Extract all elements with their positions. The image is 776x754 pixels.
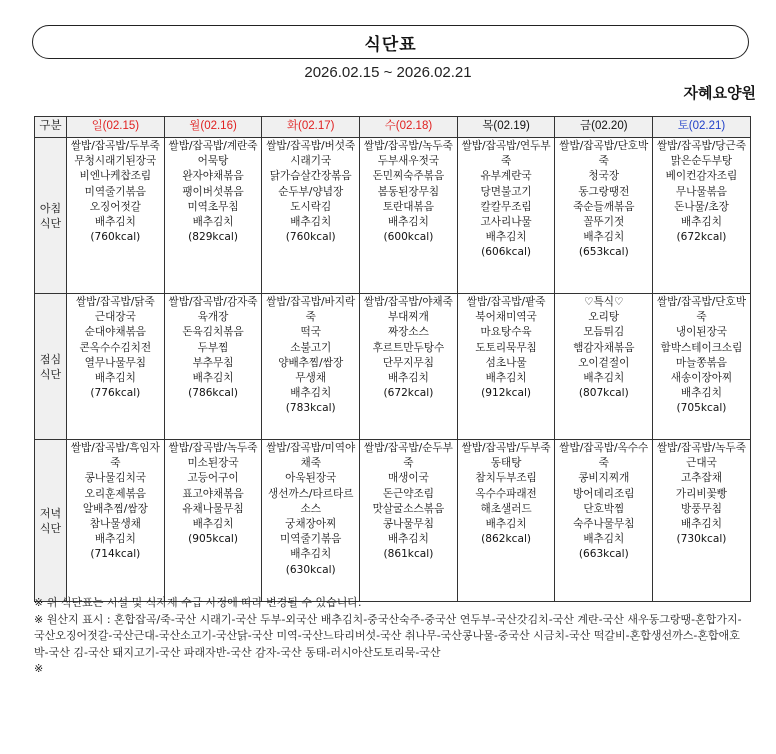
lunch-row bbox=[35, 294, 751, 440]
meal-label-lunch: 점심 식단 bbox=[35, 294, 67, 440]
meal-label-dinner: 저녁 식단 bbox=[35, 440, 67, 602]
menu-cell: 쌀밥/잡곡밥/녹두죽 두부새우젓국 돈민찌숙주볶음 봄동된장무침 토란대볶음 배추김치 (600kcal) bbox=[360, 138, 458, 294]
corner-header: 구분 bbox=[35, 117, 67, 138]
day-header-sat: 토(02.21) bbox=[653, 117, 751, 138]
menu-cell: 쌀밥/잡곡밥/흑임자죽 콩나물김치국 오리훈제볶음 알배추찜/쌈장 참나물생채 배추김치 (714kcal) bbox=[67, 440, 165, 602]
meal-table bbox=[34, 116, 751, 602]
menu-cell: 쌀밥/잡곡밥/단호박죽 청국장 동그랑땡전 죽순들깨볶음 꼴뚜기젓 배추김치 (653kcal) bbox=[555, 138, 653, 294]
menu-cell: 쌀밥/잡곡밥/감자죽 육개장 돈육김치볶음 두부찜 부추무침 배추김치 (786kcal) bbox=[164, 294, 262, 440]
page-title: 식단표 bbox=[364, 34, 417, 55]
menu-cell: 쌀밥/잡곡밥/팥죽 북어채미역국 마요탕수육 도토리묵무침 섬초나물 배추김치 (912kcal) bbox=[457, 294, 555, 440]
menu-cell: 쌀밥/잡곡밥/두부죽 동태탕 참치두부조림 옥수수파래전 해초샐러드 배추김치 (862kcal) bbox=[457, 440, 555, 602]
day-header-tue: 화(02.17) bbox=[262, 117, 360, 138]
menu-cell: 쌀밥/잡곡밥/녹두죽 미소된장국 고등어구이 표고야채볶음 유채나물무침 배추김치 (905kcal) bbox=[164, 440, 262, 602]
table-header-row bbox=[35, 117, 751, 138]
menu-cell: 쌀밥/잡곡밥/버섯죽 시래기국 닭가슴살간장볶음 순두부/양념장 도시락김 배추김치 (760kcal) bbox=[262, 138, 360, 294]
menu-cell: ♡특식♡ 오리탕 모듬튀김 햄감자채볶음 오이겉절이 배추김치 (807kcal) bbox=[555, 294, 653, 440]
dinner-row bbox=[35, 440, 751, 602]
menu-cell: 쌀밥/잡곡밥/녹두죽 근대국 고추잡채 가리비꽃빵 방풍무침 배추김치 (730kcal) bbox=[653, 440, 751, 602]
day-header-sun: 일(02.15) bbox=[67, 117, 165, 138]
menu-cell: 쌀밥/잡곡밥/두부죽 무청시래기된장국 비엔나케찹조림 미역줄기볶음 오징어젓갈 배추김치 (760kcal) bbox=[67, 138, 165, 294]
menu-cell: 쌀밥/잡곡밥/계란죽 어묵탕 완자야채볶음 팽이버섯볶음 미역초무침 배추김치 (829kcal) bbox=[164, 138, 262, 294]
facility-name: 자혜요양원 bbox=[683, 84, 756, 102]
note-mark: ※ bbox=[34, 662, 44, 675]
day-header-mon: 월(02.16) bbox=[164, 117, 262, 138]
day-header-thu: 목(02.19) bbox=[457, 117, 555, 138]
date-range: 2026.02.15 ~ 2026.02.21 bbox=[304, 64, 472, 81]
title-banner bbox=[32, 25, 749, 59]
menu-cell: 쌀밥/잡곡밥/단호박죽 냉이된장국 함박스테이크소림 마늘쫑볶음 새송이장아찌 배추김치 (705kcal) bbox=[653, 294, 751, 440]
menu-cell: 쌀밥/잡곡밥/바지락죽 떡국 소불고기 양배추찜/쌈장 무생채 배추김치 (783kcal) bbox=[262, 294, 360, 440]
meal-label-breakfast: 아침 식단 bbox=[35, 138, 67, 294]
notes-section bbox=[34, 595, 750, 678]
menu-cell: 쌀밥/잡곡밥/닭죽 근대장국 순대야채볶음 콘옥수수김치전 열무나물무침 배추김치 (776kcal) bbox=[67, 294, 165, 440]
day-header-wed: 수(02.18) bbox=[360, 117, 458, 138]
menu-cell: 쌀밥/잡곡밥/당근죽 맑은순두부탕 베이컨감자조림 무나물볶음 돈나물/초장 배추김치 (672kcal) bbox=[653, 138, 751, 294]
breakfast-row bbox=[35, 138, 751, 294]
menu-cell: 쌀밥/잡곡밥/연두부죽 유부계란국 당면불고기 칼칼무조림 고사리나물 배추김치 (606kcal) bbox=[457, 138, 555, 294]
menu-cell: 쌀밥/잡곡밥/미역야채죽 아욱된장국 생선까스/타르타르소스 궁채장아찌 미역줄기볶음 배추김치 (630kcal) bbox=[262, 440, 360, 602]
menu-cell: 쌀밥/잡곡밥/옥수수죽 콩비지찌개 방어데리조림 단호박찜 숙주나물무침 배추김치 (663kcal) bbox=[555, 440, 653, 602]
day-header-fri: 금(02.20) bbox=[555, 117, 653, 138]
origin-notice: ※ 원산지 표시 : 혼합잡곡/죽-국산 시래기-국산 두부-외국산 배추김치-중국산숙주-중국산 연두부-국산갓김치-국산 계란-국산 새우동그랑땡-혼합가지-국산오징어젓갈-국산근대-국산소고기-국산닭-국산 미역-국산느타리버섯-국산 취나무-국산콩나물-중국산 시금치-국산 떡갈비-혼합생선까스-혼합애호박-국산 김-국산 돼지고기-국산 파래자반-국산 감자-국산 동태-러시아산도토리묵-국산 bbox=[34, 612, 742, 659]
menu-cell: 쌀밥/잡곡밥/순두부죽 매생이국 돈근약조림 맛살굴소스볶음 콩나물무침 배추김치 (861kcal) bbox=[360, 440, 458, 602]
menu-cell: 쌀밥/잡곡밥/야채죽 부대찌개 짜장소스 후르트만두탕수 단무지무침 배추김치 (672kcal) bbox=[360, 294, 458, 440]
change-notice: ※ 위 식단표는 시설 및 식자재 수급 사정에 따라 변경될 수 있습니다. bbox=[34, 596, 362, 609]
